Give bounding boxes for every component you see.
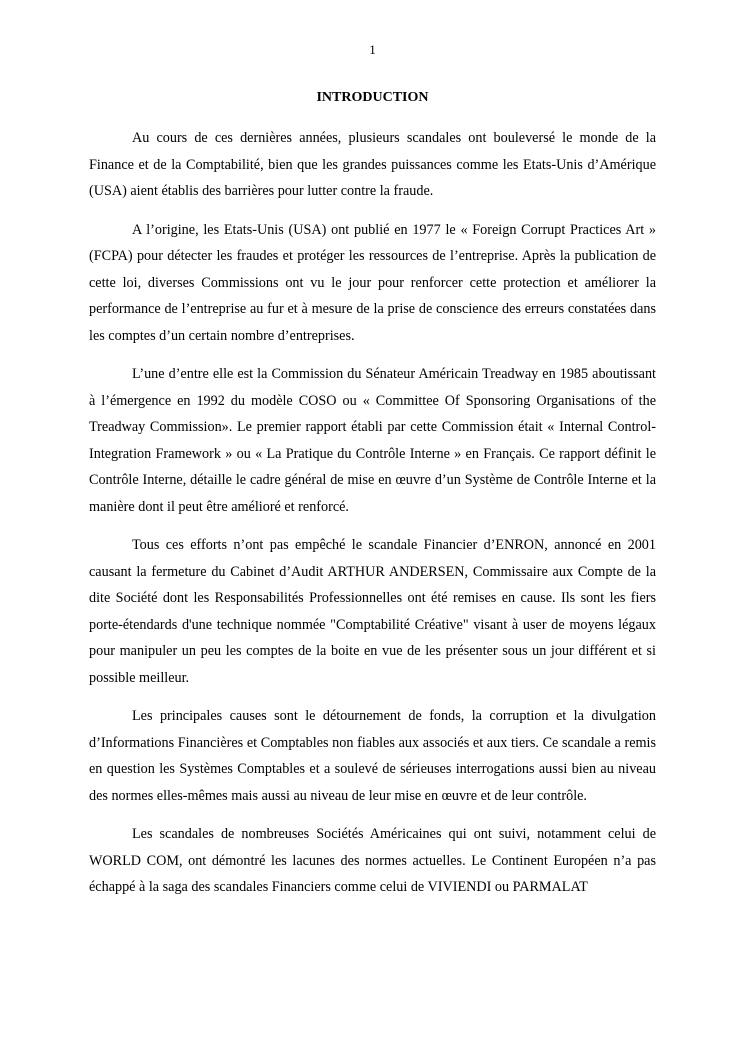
paragraph-3: L’une d’entre elle est la Commission du Sénateur Américain Treadway en 1985 aboutissant à l’émergence en 1992 du modèle COSO ou « Committee Of Sponsoring Organisations of the Treadway Commission». Le premier rapport établi par cette Commission était « Internal Control- Integration Framework » ou « La Pratique du Contrôle Interne » en Français. Ce rapport définit le Contrôle Interne, détaille le cadre général de mise en œuvre d’un Système de Contrôle Interne et la manière dont il peut être amélioré et renforcé. <box>89 366 656 515</box>
paragraph-4: Tous ces efforts n’ont pas empêché le scandale Financier d’ENRON, annoncé en 2001 causant la fermeture du Cabinet d’Audit ARTHUR ANDERSEN, Commissaire aux Compte de la dite Société dont les Responsabilités Professionnelles ont été remises en cause. Ils sont les fiers porte-étendards d'une technique nommée "Comptabilité Créative" visant à user de moyens légaux pour manipuler un peu les comptes de la boite en vue de les présenter sous un jour différent et si possible meilleur. <box>89 537 656 686</box>
document-body <box>89 125 656 913</box>
page-title: INTRODUCTION <box>316 90 429 105</box>
page-number: 1 <box>369 42 376 57</box>
paragraph-6: Les scandales de nombreuses Sociétés Américaines qui ont suivi, notamment celui de WORLD COM, ont démontré les lacunes des normes actuelles. Le Continent Européen n’a pas échappé à la saga des scandales Financiers comme celui de VIVIENDI ou PARMALAT <box>89 826 656 895</box>
paragraph-2: A l’origine, les Etats-Unis (USA) ont publié en 1977 le « Foreign Corrupt Practices Art » (FCPA) pour détecter les fraudes et protéger les ressources de l’entreprise. Après la publication de cette loi, diverses Commissions ont vu le jour pour renforcer cette protection et améliorer la performance de l’entreprise au fur et à mesure de la prise de conscience des erreurs constatées dans les comptes d’un certain nombre d’entreprises. <box>89 221 656 344</box>
paragraph-5: Les principales causes sont le détournement de fonds, la corruption et la divulgation d’Informations Financières et Comptables non fiables aux associés et aux tiers. Ce scandale a remis en question les Systèmes Comptables et a soulevé de sérieuses interrogations aussi bien au niveau des normes elles-mêmes mais aussi au niveau de leur mise en œuvre et de leur contrôle. <box>89 708 656 804</box>
paragraph-1: Au cours de ces dernières années, plusieurs scandales ont bouleversé le monde de la Finance et de la Comptabilité, bien que les grandes puissances comme les Etats-Unis d’Amérique (USA) aient établis des barrières pour lutter contre la fraude. <box>89 130 656 199</box>
